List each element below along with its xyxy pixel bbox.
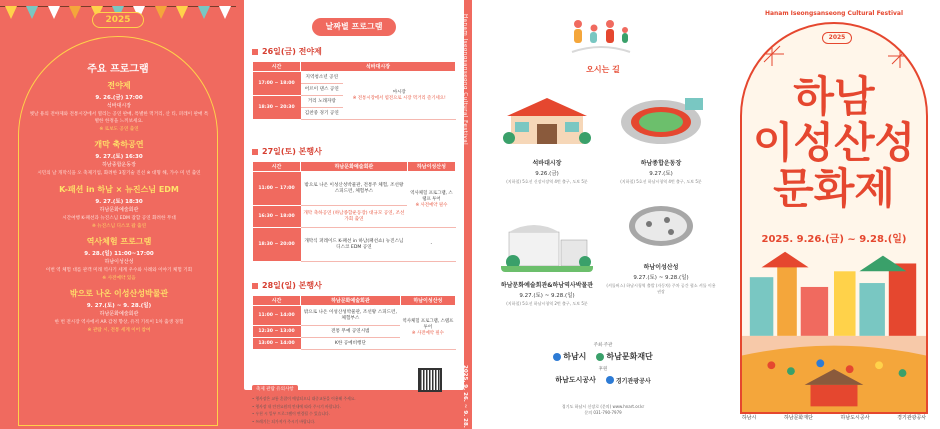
- day-header: [252, 280, 456, 291]
- venue-card[interactable]: [606, 196, 716, 294]
- address-line: 경기도 하남시 신장로 (문의) www.hnart.or.kr: [561, 404, 645, 409]
- event-cell: K한 공예비행단: [301, 338, 401, 350]
- venue-date: 9.27.(토): [649, 171, 673, 177]
- directions-panel: [484, 0, 722, 429]
- fortress-illustration-icon: [615, 196, 707, 254]
- event-cell: 개막식 퍼레이드 K-패션 in 하남(패션쇼) 뉴진스님 디스코 EDM 공연: [301, 228, 408, 262]
- venue-name: 석바대시장: [532, 160, 562, 167]
- main-program-panel: [0, 0, 236, 429]
- program-desc: 시간여행 K-패션과 뉴진스님 EDM 잡합 공연 화려한 무대: [62, 216, 176, 221]
- logo-mark-icon: [596, 353, 604, 361]
- day-title: 26일(금) 전야제: [262, 47, 322, 56]
- venue-date: 9.26.(금): [535, 171, 559, 177]
- visitor-notes: [252, 375, 402, 424]
- program-venue: 하남문화예술회관: [99, 311, 139, 317]
- program-venue: 하남문화예술회관: [99, 207, 139, 213]
- cover-logo: 경기관광공사: [897, 415, 927, 421]
- program-item: [28, 288, 210, 333]
- venue-info: (셔틀버스) 하남시청역 출발 (자동차) 주차 공간 협소 셔틀 이용 권장: [606, 283, 716, 294]
- schedule-table: [252, 61, 456, 120]
- col-header: 석바대시장: [301, 62, 456, 72]
- event-cell: 밖으로 나온 이성산성박물관, 조선왕 스피드런, 체험부스: [301, 306, 401, 326]
- program-date: 9. 26.(금) 17:00: [95, 95, 143, 101]
- program-venue: 하남종합운동장: [102, 162, 136, 168]
- program-date: 9. 27.(토) 16:30: [95, 154, 143, 160]
- program-venue: 하남이성산성: [104, 259, 134, 265]
- program-item: [28, 184, 210, 229]
- side-cell: [407, 172, 455, 228]
- col-header: 하남문화예술회관: [301, 162, 408, 172]
- program-name: 전야제: [107, 81, 131, 90]
- cover-panel: [728, 0, 940, 429]
- venue-info: (지하철) 5호선 신장시장역 4번 출구, 도보 5분: [506, 179, 588, 184]
- program-name: K-패션 in 하남 × 뉴진스님 EDM: [59, 185, 179, 194]
- program-name: 개막 축하공연: [94, 140, 144, 149]
- event-cell: 개막 축하공연 (하남종합운동장) 대규모 공연, 조선 가회 출연: [301, 206, 408, 228]
- side-note: ※ 사전예약 필수: [411, 330, 444, 336]
- venue-card[interactable]: [492, 214, 602, 307]
- program-note: ※ 뉴진스님 디스코 팝 출연: [91, 224, 147, 229]
- schedule-panel: [236, 0, 472, 429]
- cover-logo: 하남문화재단: [783, 415, 813, 421]
- day-schedule-28: [252, 280, 456, 350]
- program-name: 밖으로 나온 이성산성박물관: [69, 289, 169, 298]
- event-cell: 밖으로 나온 이성산성박물관, 전통주 체험, 조선왕 스피드런, 체험부스: [301, 172, 408, 206]
- venue-date: 9.27.(토) ~ 9.28.(일): [519, 293, 575, 299]
- event-cell: 거리 노래자랑: [301, 96, 344, 108]
- year-badge: 2025: [92, 12, 144, 28]
- hanam-culture-foundation-logo: 하남문화재단: [596, 351, 652, 362]
- note-line: • 행사장 내 안전요원의 안내에 따라 주시기 바랍니다.: [252, 403, 341, 409]
- program-item: [28, 139, 210, 177]
- organizer-logos: [484, 351, 722, 362]
- arts-center-illustration-icon: [501, 214, 593, 272]
- time-cell: 11:00 ~ 17:00: [253, 172, 301, 206]
- note-line: • 쓰레기는 되가져가 주시기 바랍니다.: [252, 418, 316, 424]
- program-venue: 석바대시장: [106, 103, 132, 109]
- sponsor-logos: [484, 375, 722, 385]
- col-header: 하남문화예술회관: [301, 296, 401, 306]
- day-schedule-26: [252, 46, 456, 120]
- side-note: ※ 전통시장에서 엽전으로 시장 먹거리 즐기세요!: [352, 95, 446, 101]
- cover-arch: [740, 22, 928, 414]
- bunting-flag: [219, 6, 231, 19]
- festival-title-line: 문화제: [773, 164, 895, 213]
- bunting-flag: [69, 6, 81, 19]
- program-note: ※ 관람 시, 전통 세계 이어 참여: [87, 328, 151, 333]
- qr-code-icon[interactable]: [418, 368, 442, 392]
- venue-info: (지하철) 5호선 하남시청역 4번 출구, 도보 5분: [620, 179, 702, 184]
- hanam-city-logo: 하남시: [553, 351, 586, 362]
- col-header: 시간: [253, 162, 301, 172]
- col-header: 하남이성산성: [400, 296, 455, 306]
- festival-title-line: 하남: [793, 72, 875, 121]
- event-cell: 전통 무예 공연시범: [301, 326, 401, 338]
- program-desc: 이번 역 체험 대를 관객 미래 역사기 세계 우수와 사례와 이야기 체험 기회: [45, 268, 193, 273]
- organizers: [484, 342, 722, 385]
- venue-card[interactable]: [606, 92, 716, 185]
- col-header: 시간: [253, 296, 301, 306]
- program-note: ※ 사전예약 있음: [102, 276, 136, 281]
- program-item: [28, 80, 210, 132]
- time-cell: 12:30 ~ 13:00: [253, 326, 301, 338]
- cover-logo: 하남도시공사: [840, 415, 870, 421]
- note-line: • 우천 시 일부 프로그램이 변경될 수 있습니다.: [252, 411, 330, 416]
- festival-dates: 2025. 9.26.(금) ~ 9.28.(일): [761, 234, 907, 245]
- venue-info: (지하철) 5호선 하남시청역 2번 출구, 도보 5분: [506, 301, 588, 306]
- family-illustration-icon: [568, 18, 634, 54]
- program-item: [28, 236, 210, 281]
- festival-title-line: 이성산성: [752, 118, 916, 167]
- bunting-flag: [26, 6, 38, 19]
- program-desc: 시민의 날 개막식을 오 축제기업, 화려한 3칠기술 진선 ※ 대형 해, 가수 미 빈 출연: [37, 171, 201, 176]
- day-title: 27일(토) 본행사: [262, 147, 322, 156]
- venue-name: 하남이성산성: [643, 264, 679, 271]
- hanam-urban-corp-logo: 하남도시공사: [555, 376, 596, 384]
- schedule-sheet: [244, 0, 464, 390]
- side-cell: [400, 306, 455, 350]
- side-main: 마시장: [392, 89, 406, 95]
- event-cell: 김찬중 경기 공연: [301, 108, 344, 120]
- day-header: [252, 46, 456, 57]
- organizer-heading: 주최·주관: [593, 343, 613, 348]
- time-cell: 13:00 ~ 14:00: [253, 338, 301, 350]
- program-date: 9. 27.(토) 18:30: [95, 199, 143, 205]
- notes-title: 축제 관람 유의사항: [252, 385, 298, 393]
- schedule-table: [252, 295, 456, 350]
- sponsor-heading: 후원: [598, 367, 608, 372]
- bullet-square-icon: [252, 149, 258, 155]
- time-cell: 18:30 ~ 20:00: [253, 228, 301, 262]
- col-header: 시간: [253, 62, 301, 72]
- event-cell: 지역청소년 공연: [301, 72, 344, 84]
- cover-english-title: Hanam Iseongsanseong Cultural Festival: [764, 10, 904, 17]
- main-program-title: 주요 프로그램: [87, 64, 149, 75]
- time-cell: 18:30 ~ 20:30: [253, 96, 301, 120]
- logo-mark-icon: [606, 376, 614, 384]
- day-header: [252, 146, 456, 157]
- side-date: 2025. 9. 26. ~ 9. 28.: [462, 365, 468, 428]
- venue-date: 9.27.(토) ~ 9.28.(일): [633, 275, 689, 281]
- side-note: ※ 사전예약 필수: [415, 202, 448, 208]
- schedule-title: 날짜별 프로그램: [312, 18, 396, 36]
- program-desc: 한 번 전시장 역사에서 AR 감정 향상, 유적 기록이 1차 출생 경험: [54, 320, 184, 325]
- cover-logo: 하남시: [741, 415, 757, 421]
- day-schedule-27: [252, 146, 456, 262]
- contact-info: [484, 404, 722, 416]
- side-english-title: Hanam Iseongsanseong Cultural Festival: [462, 14, 468, 146]
- program-note: ※ 로보도 공연 출연: [99, 127, 139, 132]
- festival-title: [742, 74, 926, 212]
- program-list: [28, 80, 210, 340]
- side-cell: [343, 72, 455, 120]
- program-name: 역사체험 프로그램: [86, 237, 152, 246]
- bunting-flag: [48, 6, 60, 19]
- time-cell: 11:00 ~ 14:00: [253, 306, 301, 326]
- schedule-table: [252, 161, 456, 262]
- cover-logos: [728, 414, 940, 421]
- event-cell: 어르이 댄스 공연: [301, 84, 344, 96]
- phone-line: 문의 031-790-7979: [584, 410, 622, 415]
- side-dash: -: [407, 228, 455, 262]
- venue-name: 하남문화예술회관&하남역사박물관: [500, 282, 594, 289]
- market-illustration-icon: [501, 92, 593, 150]
- note-line: • 행사장은 교통 혼잡이 예상되오니 대중교통을 이용해 주세요.: [252, 396, 356, 401]
- cityscape-illustration-icon: [742, 246, 926, 414]
- program-date: 9. 28.(일) 11:00~17:00: [84, 251, 154, 257]
- bullet-square-icon: [252, 49, 258, 55]
- logo-mark-icon: [553, 353, 561, 361]
- day-title: 28일(일) 본행사: [262, 281, 322, 290]
- program-date: 9. 27.(토) ~ 9. 28.(일): [86, 303, 152, 309]
- time-cell: 16:30 ~ 18:00: [253, 206, 301, 228]
- side-main: 역사체험 프로그램, 스탬프 투어: [410, 190, 453, 202]
- time-cell: 17:00 ~ 18:00: [253, 72, 301, 96]
- directions-title: 오시는 길: [586, 65, 620, 74]
- gyeonggi-tourism-logo: 경기관광공사: [606, 376, 651, 385]
- venue-card[interactable]: [492, 92, 602, 185]
- side-main: 역사체험 프로그램, 스탬프 투어: [402, 318, 454, 330]
- bunting-flag: [176, 6, 188, 19]
- bunting-flag: [155, 6, 167, 19]
- stadium-illustration-icon: [615, 92, 707, 150]
- bunting-flag: [198, 6, 210, 19]
- venue-name: 하남종합운동장: [640, 160, 682, 167]
- bullet-square-icon: [252, 283, 258, 289]
- bunting-flag: [5, 6, 17, 19]
- cover-year-badge: 2025: [822, 32, 852, 44]
- col-header: 하남이성산성: [407, 162, 455, 172]
- program-desc: 옛날 용의 전야제와 전통시장에서 열리는 공연 판매, 특별한 먹거리, 산 티, 퍼레이 판매 특별한 한정을 느끼보세요.: [29, 112, 209, 124]
